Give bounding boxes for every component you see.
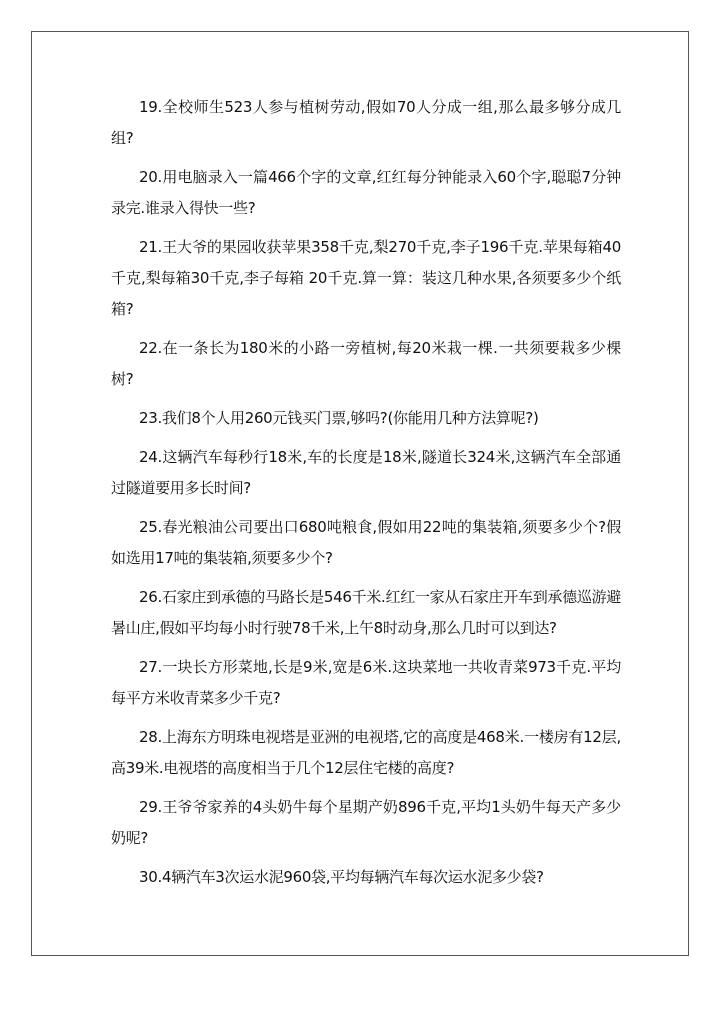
problem-list <box>111 92 621 901</box>
problem-26: 26.石家庄到承德的马路长是546千米.红红一家从石家庄开车到承德巡游避暑山庄,假如平均每小时行驶78千米,上午8时动身,那么几时可以到达? <box>111 588 621 637</box>
problem-19: 19.全校师生523人参与植树劳动,假如70人分成一组,那么最多够分成几组? <box>111 98 621 147</box>
problem-24: 24.这辆汽车每秒行18米,车的长度是18米,隧道长324米,这辆汽车全部通过隧道要用多长时间? <box>111 448 621 497</box>
problem-30: 30.4辆汽车3次运水泥960袋,平均每辆汽车每次运水泥多少袋? <box>139 868 544 886</box>
problem-29: 29.王爷爷家养的4头奶牛每个星期产奶896千克,平均1头奶牛每天产多少奶呢? <box>111 798 621 847</box>
problem-21: 21.王大爷的果园收获苹果358千克,梨270千克,李子196千克.苹果每箱40千克,梨每箱30千克,李子每箱 20千克.算一算：装这几种水果,各须要多少个纸箱? <box>111 238 621 318</box>
problem-20: 20.用电脑录入一篇466个字的文章,红红每分钟能录入60个字,聪聪7分钟录完.谁录入得快一些? <box>111 168 621 217</box>
problem-28: 28.上海东方明珠电视塔是亚洲的电视塔,它的高度是468米.一楼房有12层,高39米.电视塔的高度相当于几个12层住宅楼的高度? <box>111 728 621 777</box>
problem-25: 25.春光粮油公司要出口680吨粮食,假如用22吨的集装箱,须要多少个?假如选用17吨的集装箱,须要多少个? <box>111 518 621 567</box>
problem-23: 23.我们8个人用260元钱买门票,够吗?(你能用几种方法算呢?) <box>139 409 539 427</box>
problem-27: 27.一块长方形菜地,长是9米,宽是6米.这块菜地一共收青菜973千克.平均每平方米收青菜多少千克? <box>111 658 621 707</box>
problem-22: 22.在一条长为180米的小路一旁植树,每20米栽一棵.一共须要栽多少棵树? <box>111 339 621 388</box>
